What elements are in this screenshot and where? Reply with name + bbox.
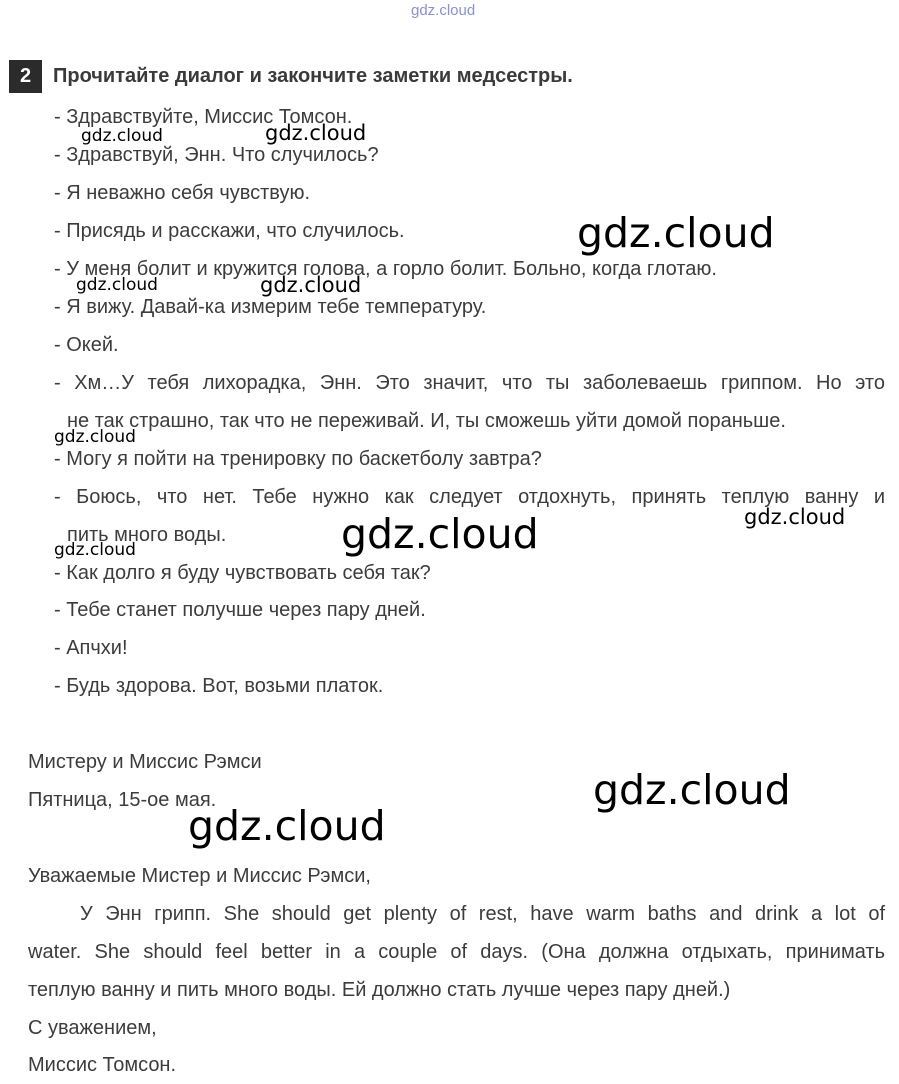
watermark: gdz.cloud bbox=[341, 510, 539, 558]
dialogue-line: - Я вижу. Давай-ка измерим тебе температуру. bbox=[54, 296, 487, 318]
note-addressee: Мистеру и Миссис Рэмси bbox=[28, 751, 262, 773]
dialogue-line: - Апчхи! bbox=[54, 637, 128, 659]
dialogue-line: - Боюсь, что нет. Тебе нужно как следует отдохнуть, принять теплую ванну и bbox=[54, 486, 885, 508]
dialogue-line-continuation: пить много воды. bbox=[67, 524, 227, 546]
watermark: gdz.cloud bbox=[54, 540, 136, 560]
watermark: gdz.cloud bbox=[265, 121, 367, 145]
dialogue-line: - У меня болит и кружится голова, а горло болит. Больно, когда глотаю. bbox=[54, 258, 717, 280]
dialogue-line: - Будь здорова. Вот, возьми платок. bbox=[54, 675, 384, 697]
dialogue-line: - Как долго я буду чувствовать себя так? bbox=[54, 562, 431, 584]
watermark: gdz.cloud bbox=[76, 275, 158, 295]
watermark: gdz.cloud bbox=[744, 505, 846, 529]
note-closing: С уважением, bbox=[28, 1017, 157, 1039]
note-signature: Миссис Томсон. bbox=[28, 1054, 177, 1076]
watermark-top: gdz.cloud bbox=[411, 2, 476, 19]
dialogue-line: - Тебе станет получше через пару дней. bbox=[54, 599, 426, 621]
note-greeting: Уважаемые Мистер и Миссис Рэмси, bbox=[28, 865, 371, 887]
note-body-line: теплую ванну и пить много воды. Ей должно стать лучше через пару дней.) bbox=[28, 979, 731, 1001]
dialogue-line: - Могу я пойти на тренировку по баскетболу завтра? bbox=[54, 448, 542, 470]
watermark: gdz.cloud bbox=[260, 273, 362, 297]
dialogue-line-continuation: не так страшно, так что не переживай. И, ты сможешь уйти домой пораньше. bbox=[67, 410, 786, 432]
note-date: Пятница, 15-ое мая. bbox=[28, 789, 217, 811]
dialogue-line: - Присядь и расскажи, что случилось. bbox=[54, 220, 405, 242]
watermark: gdz.cloud bbox=[577, 209, 775, 257]
dialogue-line: - Здравствуйте, Миссис Томсон. bbox=[54, 106, 353, 128]
dialogue-line: - Хм…У тебя лихорадка, Энн. Это значит, что ты заболеваешь гриппом. Но это bbox=[54, 372, 885, 394]
watermark: gdz.cloud bbox=[54, 427, 136, 447]
watermark: gdz.cloud bbox=[81, 126, 163, 146]
note-body-line: water. She should feel better in a couple of days. (Она должна отдыхать, принимать bbox=[28, 941, 885, 963]
task-number-badge: 2 bbox=[9, 60, 42, 93]
dialogue-line: - Здравствуй, Энн. Что случилось? bbox=[54, 144, 379, 166]
watermark: gdz.cloud bbox=[593, 766, 791, 814]
task-title: Прочитайте диалог и закончите заметки медсестры. bbox=[53, 65, 573, 87]
note-body-line: У Энн грипп. She should get plenty of rest, have warm baths and drink a lot of bbox=[80, 903, 885, 925]
dialogue-line: - Окей. bbox=[54, 334, 119, 356]
watermark: gdz.cloud bbox=[188, 802, 386, 850]
dialogue-line: - Я неважно себя чувствую. bbox=[54, 182, 311, 204]
